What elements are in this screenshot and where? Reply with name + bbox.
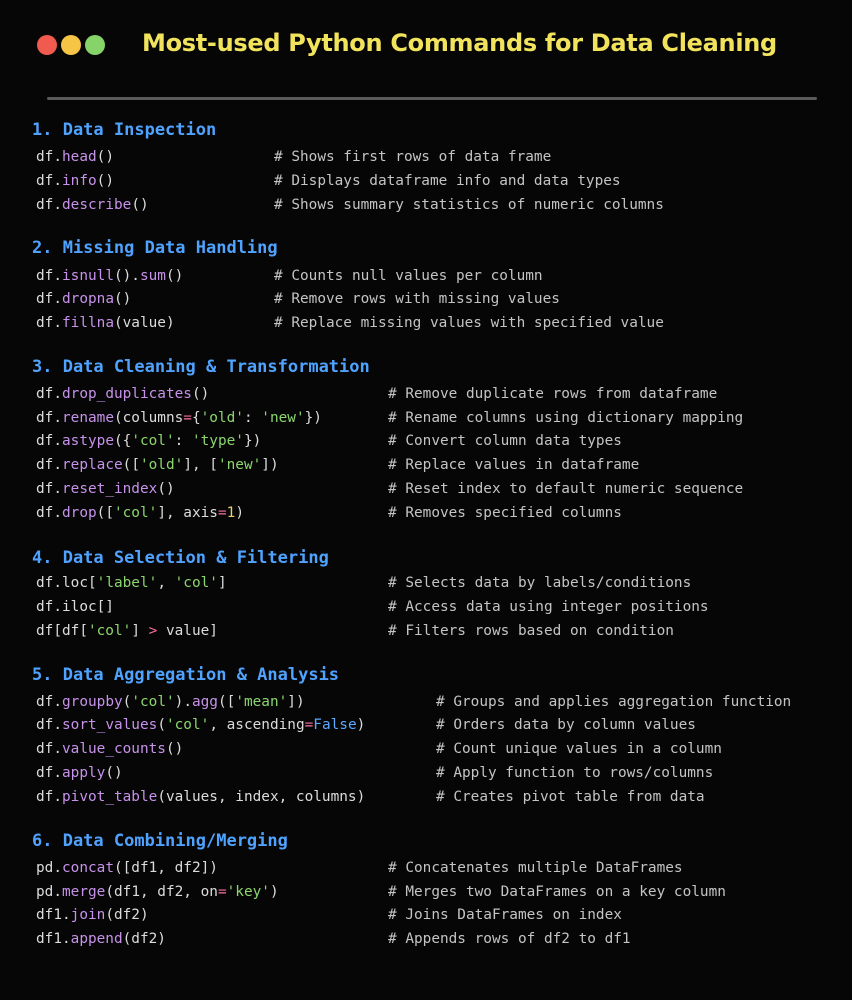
code-snippet <box>36 691 305 713</box>
code-token: info <box>62 173 97 189</box>
code-token: value_counts <box>62 741 166 757</box>
code-token: ) <box>235 505 244 521</box>
code-token: (values, index, columns) <box>157 789 366 805</box>
code-token: 1 <box>226 505 236 521</box>
code-token: > <box>148 623 158 639</box>
code-comment: # Merges two DataFrames on a key column <box>388 884 726 900</box>
code-comment: # Shows summary statistics of numeric columns <box>274 197 664 213</box>
code-token: False <box>313 717 357 733</box>
code-token: }) <box>304 410 322 426</box>
code-token: apply <box>62 765 106 781</box>
code-token: 'col' <box>113 505 158 521</box>
code-token: df.iloc[] <box>36 599 114 615</box>
code-comment: # Selects data by labels/conditions <box>388 575 692 591</box>
code-snippet <box>36 881 279 903</box>
code-token: ([df1, df2]) <box>113 860 218 876</box>
code-comment: # Joins DataFrames on index <box>388 907 622 923</box>
code-token: 'col' <box>87 623 132 639</box>
code-token: = <box>217 884 227 900</box>
code-token: df. <box>36 765 62 781</box>
code-token: () <box>131 197 149 213</box>
code-snippet <box>36 904 149 926</box>
code-comment: # Displays dataframe info and data types <box>274 173 621 189</box>
code-token: ) <box>269 884 279 900</box>
code-token: replace <box>62 457 123 473</box>
code-snippet <box>36 714 365 736</box>
code-token: () <box>96 173 114 189</box>
code-comment: # Appends rows of df2 to df1 <box>388 931 631 947</box>
code-snippet <box>36 407 322 429</box>
code-token: df. <box>36 433 62 449</box>
code-comment: # Access data using integer positions <box>388 599 709 615</box>
code-token: 'new' <box>217 457 262 473</box>
code-token: drop_duplicates <box>62 386 192 402</box>
code-token: df. <box>36 291 62 307</box>
section-heading: 6. Data Combining/Merging <box>32 831 288 851</box>
code-token: ([ <box>96 505 114 521</box>
section-heading: 5. Data Aggregation & Analysis <box>32 665 340 685</box>
code-token: join <box>70 907 106 923</box>
code-token: 'col' <box>165 717 210 733</box>
code-comment: # Replace values in dataframe <box>388 457 640 473</box>
code-snippet <box>36 502 244 524</box>
section-heading: 3. Data Cleaning & Transformation <box>32 357 370 377</box>
code-token: 'label' <box>96 575 158 591</box>
code-snippet <box>36 312 175 334</box>
code-token: df[df[ <box>36 623 88 639</box>
code-token: 'new' <box>261 410 305 426</box>
code-token: ([ <box>217 694 236 710</box>
code-token: df1. <box>36 907 71 923</box>
section-heading: 1. Data Inspection <box>32 120 217 140</box>
code-comment: # Remove duplicate rows from dataframe <box>388 386 718 402</box>
code-token: astype <box>62 433 114 449</box>
code-token: 'mean' <box>235 694 288 710</box>
code-token: = <box>304 717 314 733</box>
code-token: describe <box>62 197 132 213</box>
code-comment: # Concatenates multiple DataFrames <box>388 860 683 876</box>
code-snippet <box>36 383 209 405</box>
code-token: df. <box>36 410 62 426</box>
code-token: df. <box>36 481 62 497</box>
code-token: df. <box>36 173 62 189</box>
code-token: ). <box>174 694 192 710</box>
code-token: ( <box>122 694 132 710</box>
code-token: pivot_table <box>62 789 158 805</box>
code-token: ] <box>217 575 227 591</box>
code-token: df. <box>36 789 62 805</box>
code-token: rename <box>62 410 114 426</box>
code-token: pd. <box>36 884 62 900</box>
code-token: df. <box>36 694 62 710</box>
code-token: sum <box>139 268 166 284</box>
code-comment: # Remove rows with missing values <box>274 291 560 307</box>
code-token: (df2) <box>122 931 166 947</box>
code-token: head <box>62 149 97 165</box>
code-snippet <box>36 786 365 808</box>
code-token: drop <box>62 505 97 521</box>
code-comment: # Convert column data types <box>388 433 622 449</box>
code-token: ], [ <box>183 457 218 473</box>
code-comment: # Removes specified columns <box>388 505 622 521</box>
code-comment: # Replace missing values with specified value <box>274 315 664 331</box>
code-comment: # Orders data by column values <box>436 717 696 733</box>
code-token: df. <box>36 386 62 402</box>
code-snippet <box>36 430 261 452</box>
code-token: df. <box>36 315 62 331</box>
code-snippet <box>36 572 227 594</box>
code-token: : <box>174 433 192 449</box>
section-heading: 4. Data Selection & Filtering <box>32 548 329 568</box>
code-token: append <box>70 931 123 947</box>
code-comment: # Groups and applies aggregation function <box>436 694 792 710</box>
code-token: ]) <box>261 457 279 473</box>
section-heading: 2. Missing Data Handling <box>32 238 278 258</box>
code-token: sort_values <box>62 717 158 733</box>
code-token: (columns <box>113 410 184 426</box>
code-token: value] <box>157 623 218 639</box>
code-token: () <box>165 741 184 757</box>
code-token: : <box>243 410 262 426</box>
code-comment: # Apply function to rows/columns <box>436 765 714 781</box>
code-token: ( <box>157 717 166 733</box>
code-snippet <box>36 857 218 879</box>
code-token: fillna <box>62 315 114 331</box>
page-title: Most-used Python Commands for Data Cleaning <box>142 29 777 57</box>
code-token: reset_index <box>62 481 158 497</box>
code-snippet <box>36 928 166 950</box>
code-token: merge <box>62 884 106 900</box>
code-snippet <box>36 596 114 618</box>
code-token: df. <box>36 268 62 284</box>
code-snippet <box>36 478 175 500</box>
code-token: df. <box>36 457 62 473</box>
code-token: (df2) <box>105 907 149 923</box>
code-token: = <box>183 410 192 426</box>
code-snippet <box>36 738 183 760</box>
code-snippet <box>36 146 114 168</box>
code-snippet <box>36 194 149 216</box>
code-snippet <box>36 170 114 192</box>
code-token: () <box>113 291 132 307</box>
code-token: ] <box>131 623 149 639</box>
code-token: df. <box>36 505 62 521</box>
code-token: ) <box>356 717 366 733</box>
code-token: , ascending <box>209 717 305 733</box>
code-token: (df1, df2, on <box>105 884 218 900</box>
code-token: ({ <box>113 433 132 449</box>
code-token: ([ <box>122 457 140 473</box>
code-token: { <box>191 410 201 426</box>
code-token: 'old' <box>139 457 184 473</box>
code-comment: # Creates pivot table from data <box>436 789 705 805</box>
code-token: }) <box>243 433 262 449</box>
code-token: pd. <box>36 860 62 876</box>
code-snippet <box>36 762 123 784</box>
code-token: concat <box>62 860 114 876</box>
code-token: dropna <box>62 291 114 307</box>
code-token: 'key' <box>226 884 270 900</box>
code-comment: # Shows first rows of data frame <box>274 149 552 165</box>
code-token: 'type' <box>191 433 244 449</box>
code-comment: # Counts null values per column <box>274 268 543 284</box>
code-token: () <box>165 268 184 284</box>
code-token: () <box>157 481 175 497</box>
code-token: isnull <box>62 268 114 284</box>
code-token: df. <box>36 741 62 757</box>
code-snippet <box>36 454 279 476</box>
code-token: df1. <box>36 931 71 947</box>
code-token: (). <box>113 268 140 284</box>
code-token: 'col' <box>131 694 175 710</box>
code-token: () <box>105 765 123 781</box>
code-token: () <box>191 386 210 402</box>
code-comment: # Reset index to default numeric sequence <box>388 481 744 497</box>
code-token: , <box>157 575 175 591</box>
code-token: () <box>96 149 114 165</box>
code-token: = <box>217 505 227 521</box>
code-snippet <box>36 620 218 642</box>
code-token: (value) <box>113 315 175 331</box>
code-token: ]) <box>287 694 305 710</box>
code-snippet <box>36 265 183 287</box>
code-comment: # Rename columns using dictionary mapping <box>388 410 744 426</box>
code-token: df.loc[ <box>36 575 97 591</box>
code-token: ], axis <box>157 505 218 521</box>
code-snippet <box>36 288 131 310</box>
code-token: 'old' <box>200 410 244 426</box>
code-token: df. <box>36 717 62 733</box>
code-token: 'col' <box>131 433 175 449</box>
code-comment: # Filters rows based on condition <box>388 623 674 639</box>
code-comment: # Count unique values in a column <box>436 741 722 757</box>
code-token: df. <box>36 197 62 213</box>
code-token: df. <box>36 149 62 165</box>
code-token: agg <box>191 694 218 710</box>
code-token: 'col' <box>174 575 218 591</box>
code-token: groupby <box>62 694 123 710</box>
